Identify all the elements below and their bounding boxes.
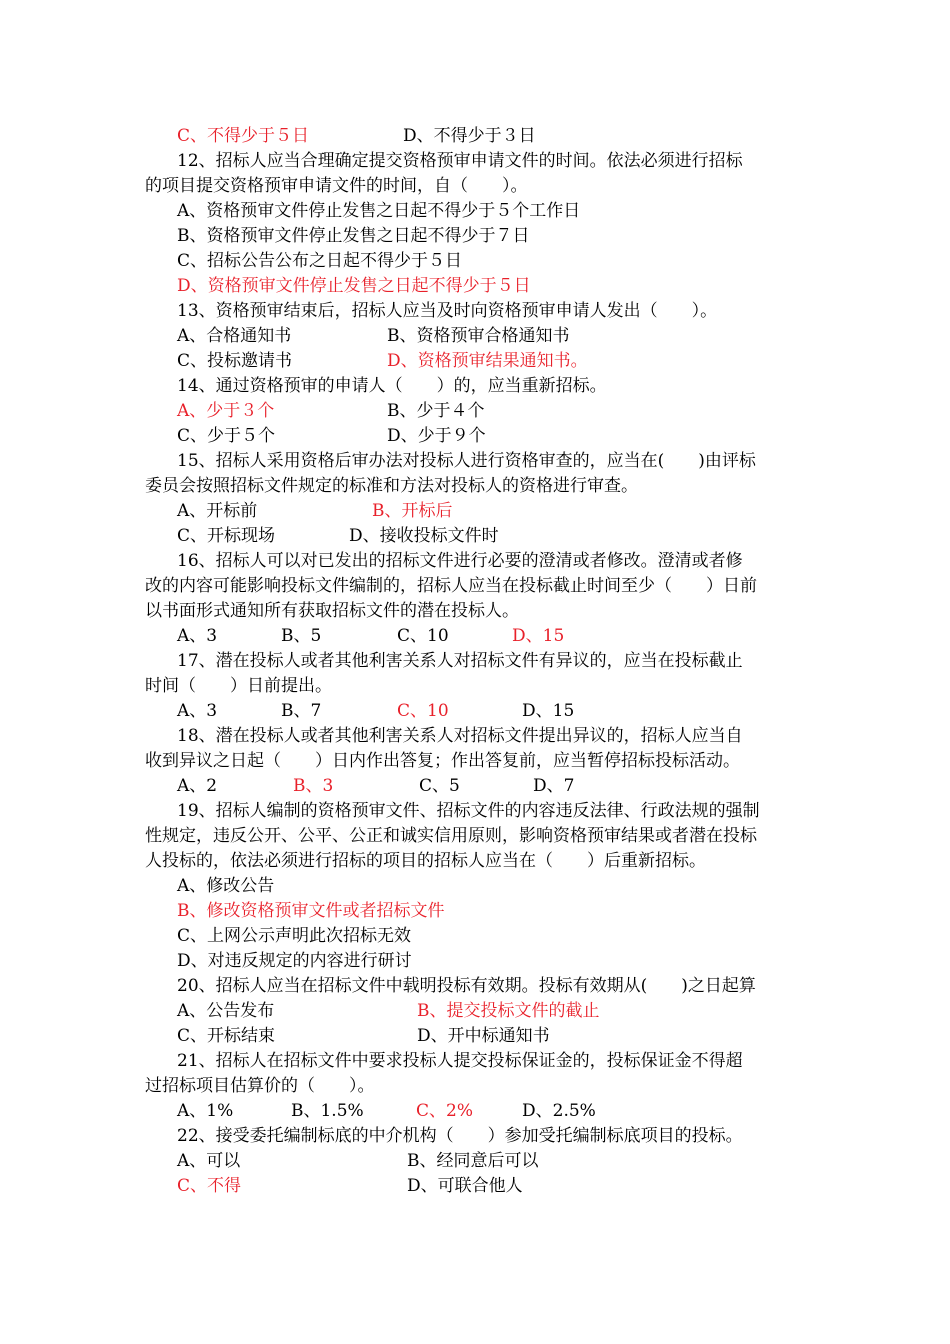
q15-option-b: B、开标后 [372, 501, 453, 521]
q17-option-d: D、15 [522, 701, 575, 721]
q14-option-d: D、少于９个 [387, 426, 486, 446]
q15-stem-line1: 15、招标人采用资格后审办法对投标人进行资格审查的，应当在( )由评标 [177, 451, 756, 471]
q20-option-a: A、公告发布 [177, 1001, 275, 1021]
q15-option-d: D、接收投标文件时 [349, 526, 499, 546]
q18-stem-line2: 收到异议之日起（ ）日内作出答复；作出答复前，应当暂停招标投标活动。 [145, 751, 740, 771]
q12-stem-line1: 12、招标人应当合理确定提交资格预审申请文件的时间。依法必须进行招标 [177, 151, 743, 171]
q12-option-d: D、资格预审文件停止发售之日起不得少于５日 [177, 276, 531, 296]
q20-option-d: D、开中标通知书 [417, 1026, 550, 1046]
q21-stem-line1: 21、招标人在招标文件中要求投标人提交投标保证金的，投标保证金不得超 [177, 1051, 743, 1071]
q16-option-a: A、3 [177, 626, 218, 646]
q19-option-b: B、修改资格预审文件或者招标文件 [177, 901, 445, 921]
q16-stem-line1: 16、招标人可以对已发出的招标文件进行必要的澄清或者修改。澄清或者修 [177, 551, 743, 571]
q21-option-a: A、1% [177, 1101, 234, 1121]
q18-option-a: A、2 [177, 776, 218, 796]
q18-option-d: D、7 [533, 776, 575, 796]
q17-stem-line2: 时间（ ）日前提出。 [145, 676, 332, 696]
q20-option-c: C、开标结束 [177, 1026, 276, 1046]
q20-option-b: B、提交投标文件的截止 [417, 1001, 600, 1021]
q19-option-c: C、上网公示声明此次招标无效 [177, 926, 412, 946]
q15-stem-line2: 委员会按照招标文件规定的标准和方法对投标人的资格进行审查。 [145, 476, 638, 496]
q19-stem-line2: 性规定，违反公开、公平、公正和诚实信用原则，影响资格预审结果或者潜在投标 [145, 826, 757, 846]
q17-option-b: B、7 [281, 701, 322, 721]
q13-option-b: B、资格预审合格通知书 [387, 326, 570, 346]
q16-stem-line3: 以书面形式通知所有获取招标文件的潜在投标人。 [145, 601, 519, 621]
q11-option-d: D、不得少于３日 [403, 126, 536, 146]
q15-option-a: A、开标前 [177, 501, 258, 521]
q19-stem-line3: 人投标的，依法必须进行招标的项目的招标人应当在（ ）后重新招标。 [145, 851, 706, 871]
q13-option-c: C、投标邀请书 [177, 351, 293, 371]
q13-option-a: A、合格通知书 [177, 326, 292, 346]
q22-option-a: A、可以 [177, 1151, 241, 1171]
q22-option-b: B、经同意后可以 [407, 1151, 539, 1171]
q16-option-c: C、10 [397, 626, 449, 646]
q21-option-c: C、2% [416, 1101, 473, 1121]
q17-option-a: A、3 [177, 701, 218, 721]
q12-option-c: C、招标公告公布之日起不得少于５日 [177, 251, 463, 271]
q14-option-a: A、少于３个 [177, 401, 275, 421]
q21-option-d: D、2.5% [522, 1101, 596, 1121]
q19-option-a: A、修改公告 [177, 876, 275, 896]
q16-option-d: D、15 [512, 626, 565, 646]
q12-stem-line2: 的项目提交资格预审申请文件的时间，自（ ）。 [145, 176, 528, 196]
q16-option-b: B、5 [281, 626, 322, 646]
q20-stem-line1: 20、招标人应当在招标文件中载明投标有效期。投标有效期从( )之日起算 [177, 976, 756, 996]
q16-stem-line2: 改的内容可能影响投标文件编制的，招标人应当在投标截止时间至少（ ）日前 [145, 576, 757, 596]
q19-option-d: D、对违反规定的内容进行研讨 [177, 951, 412, 971]
q15-option-c: C、开标现场 [177, 526, 276, 546]
q22-option-d: D、可联合他人 [407, 1176, 523, 1196]
q14-option-c: C、少于５个 [177, 426, 276, 446]
q11-option-c: C、不得少于５日 [177, 126, 310, 146]
q18-option-b: B、3 [293, 776, 334, 796]
q14-option-b: B、少于４个 [387, 401, 485, 421]
q18-stem-line1: 18、潜在投标人或者其他利害关系人对招标文件提出异议的，招标人应当自 [177, 726, 743, 746]
q17-option-c: C、10 [397, 701, 449, 721]
q13-stem-line1: 13、资格预审结束后，招标人应当及时向资格预审申请人发出（ ）。 [177, 301, 718, 321]
q19-stem-line1: 19、招标人编制的资格预审文件、招标文件的内容违反法律、行政法规的强制 [177, 801, 760, 821]
q21-option-b: B、1.5% [291, 1101, 364, 1121]
q13-option-d: D、资格预审结果通知书。 [387, 351, 588, 371]
q14-stem-line1: 14、通过资格预审的申请人（ ）的，应当重新招标。 [177, 376, 607, 396]
q22-option-c: C、不得 [177, 1176, 242, 1196]
q12-option-b: B、资格预审文件停止发售之日起不得少于７日 [177, 226, 530, 246]
q21-stem-line2: 过招标项目估算价的（ ）。 [145, 1076, 375, 1096]
q18-option-c: C、5 [419, 776, 460, 796]
q22-stem-line1: 22、接受委托编制标底的中介机构（ ）参加受托编制标底项目的投标。 [177, 1126, 743, 1146]
q17-stem-line1: 17、潜在投标人或者其他利害关系人对招标文件有异议的，应当在投标截止 [177, 651, 743, 671]
q12-option-a: A、资格预审文件停止发售之日起不得少于５个工作日 [177, 201, 581, 221]
